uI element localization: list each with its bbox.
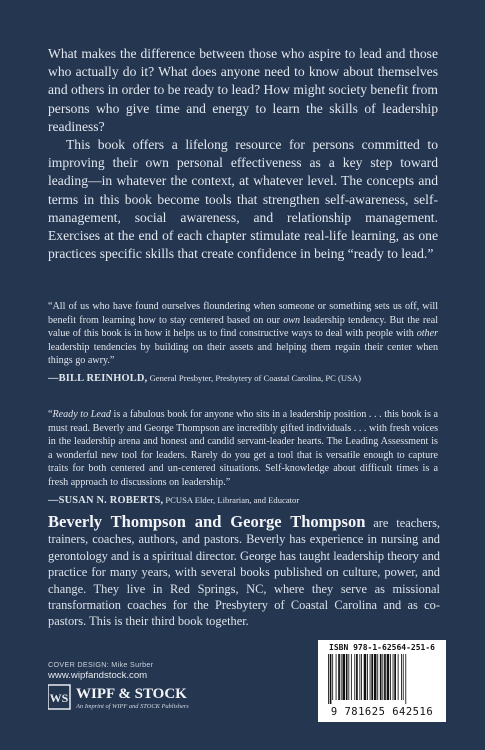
barcode-bar bbox=[341, 654, 342, 700]
quote-emphasis: other bbox=[416, 328, 438, 340]
barcode-bar bbox=[328, 654, 329, 704]
book-title-italic: Ready to Lead bbox=[52, 409, 111, 420]
quote-text: is a fabulous book for anyone who sits in a leadership position . . . this book is a must read. Beverly and George Thompson are incredibly gifted individuals . . . with fresh voices in the leadership arena and honest and candid servant-leader hearts. The Leading Assessment is a wonderful new tool for leaders. Rarely do you get a tool that is versatile enough to capture traits for both centered and un-centered situations. Self-knowledge about difficult times is a fresh approach to discussions on leadership.” bbox=[48, 409, 439, 488]
barcode-bar bbox=[356, 654, 358, 700]
quote-emphasis: own bbox=[283, 314, 301, 326]
endorsement-attribution bbox=[48, 494, 438, 508]
endorser-role: PCUSA Elder, Librarian, and Educator bbox=[163, 494, 300, 505]
barcode-bar bbox=[359, 654, 360, 700]
publisher-website[interactable]: www.wipfandstock.com bbox=[48, 670, 148, 681]
barcode-bars bbox=[326, 654, 438, 704]
barcode-bar bbox=[371, 654, 373, 700]
barcode-bar bbox=[370, 654, 371, 700]
barcode-bar bbox=[342, 654, 345, 700]
endorsement-reinhold bbox=[48, 300, 438, 386]
barcode-bar bbox=[393, 654, 394, 700]
blurb-paragraph-2: This book offers a lifelong resource for persons committed to improving their own personal effectiveness as a key step toward leading—in whatever the context, at whatever level. The concepts and terms in this book become tools that strengthen self-awareness, self-management, social awareness, and relationship management. Exercises at the end of each chapter stimulate real-life learning, as one practices specific skills that create confidence in being “ready to lead.” bbox=[48, 137, 438, 262]
barcode-bar bbox=[377, 654, 378, 700]
endorsement-roberts bbox=[48, 408, 438, 507]
publisher-name: WIPF & STOCK bbox=[76, 686, 187, 702]
barcode-bar bbox=[346, 654, 348, 700]
barcode-bar bbox=[405, 654, 406, 704]
endorsement-quote bbox=[48, 408, 438, 490]
quote-text: leadership tendency. But the real value of this book is in how it helps us to find constructive ways to deal with people with bbox=[48, 314, 439, 340]
barcode-bar bbox=[332, 654, 333, 700]
blurb-paragraph-1: What makes the difference between those who aspire to lead and those who actually do it? What does anyone need to know about themselves and others in order to be ready to lead? How might society benefit from persons who give time and energy to learn the skills of leadership readiness? bbox=[48, 46, 438, 134]
barcode-bar bbox=[338, 654, 340, 700]
publisher-logo bbox=[48, 684, 258, 714]
barcode-bar bbox=[348, 654, 349, 700]
quote-text: leadership tendencies by building on their assets and helping them regain their center when things go awry.” bbox=[48, 341, 438, 367]
barcode-bar bbox=[374, 654, 377, 700]
barcode-bar bbox=[364, 654, 367, 700]
author-bio bbox=[48, 514, 440, 630]
barcode-bar bbox=[351, 654, 352, 700]
isbn-barcode bbox=[318, 640, 446, 722]
barcode-bar bbox=[380, 654, 382, 700]
isbn-label: ISBN 978-1-62564-251-6 bbox=[329, 643, 435, 652]
back-cover-blurb bbox=[48, 45, 438, 263]
barcode-bar bbox=[330, 654, 332, 704]
barcode-bar bbox=[403, 654, 404, 700]
quote-text: “All of us who have found ourselves floundering when someone or something sets us off, will benefit from learning how to stay centered based on our bbox=[48, 301, 438, 326]
barcode-bar bbox=[336, 654, 337, 700]
barcode-bar bbox=[367, 654, 368, 700]
endorsement-attribution bbox=[48, 372, 438, 386]
publisher-imprint: An Imprint of WIPF and STOCK Publishers bbox=[76, 703, 189, 710]
barcode-bar bbox=[401, 654, 402, 700]
barcode-bar bbox=[384, 654, 386, 700]
logo-mark-letters: WS bbox=[49, 691, 69, 705]
barcode-bar bbox=[387, 654, 390, 700]
barcode-bar bbox=[394, 654, 396, 700]
endorser-role: General Presbyter, Presbytery of Coastal Carolina, PC (USA) bbox=[147, 372, 361, 383]
barcode-bar bbox=[390, 654, 391, 700]
endorsement-quote bbox=[48, 300, 438, 368]
author-names: Beverly Thompson and George Thompson bbox=[48, 512, 366, 531]
bio-text: are teachers, trainers, coaches, authors, and pastors. Beverly has experience in nursing and gerontology and is a spiritual director. George has taught leadership theory and practice for many years, with several books published on culture, power, and change. They live in Red Springs, NC, where they serve as missional transformation coaches for the Presbytery of Coastal Carolina and as co-pastors. This is their third book together. bbox=[48, 516, 440, 629]
barcode-bar bbox=[382, 654, 383, 700]
barcode-bar bbox=[361, 654, 362, 700]
barcode-bar bbox=[354, 654, 355, 700]
cover-design-credit: COVER DESIGN: Mike Surber bbox=[48, 660, 154, 669]
endorser-name: —BILL REINHOLD, bbox=[48, 372, 148, 384]
barcode-bar bbox=[398, 654, 399, 700]
isbn-digits: 9 781625 642516 bbox=[330, 706, 434, 718]
quote-mark: “ bbox=[48, 409, 53, 420]
endorser-name: —SUSAN N. ROBERTS, bbox=[48, 494, 164, 506]
